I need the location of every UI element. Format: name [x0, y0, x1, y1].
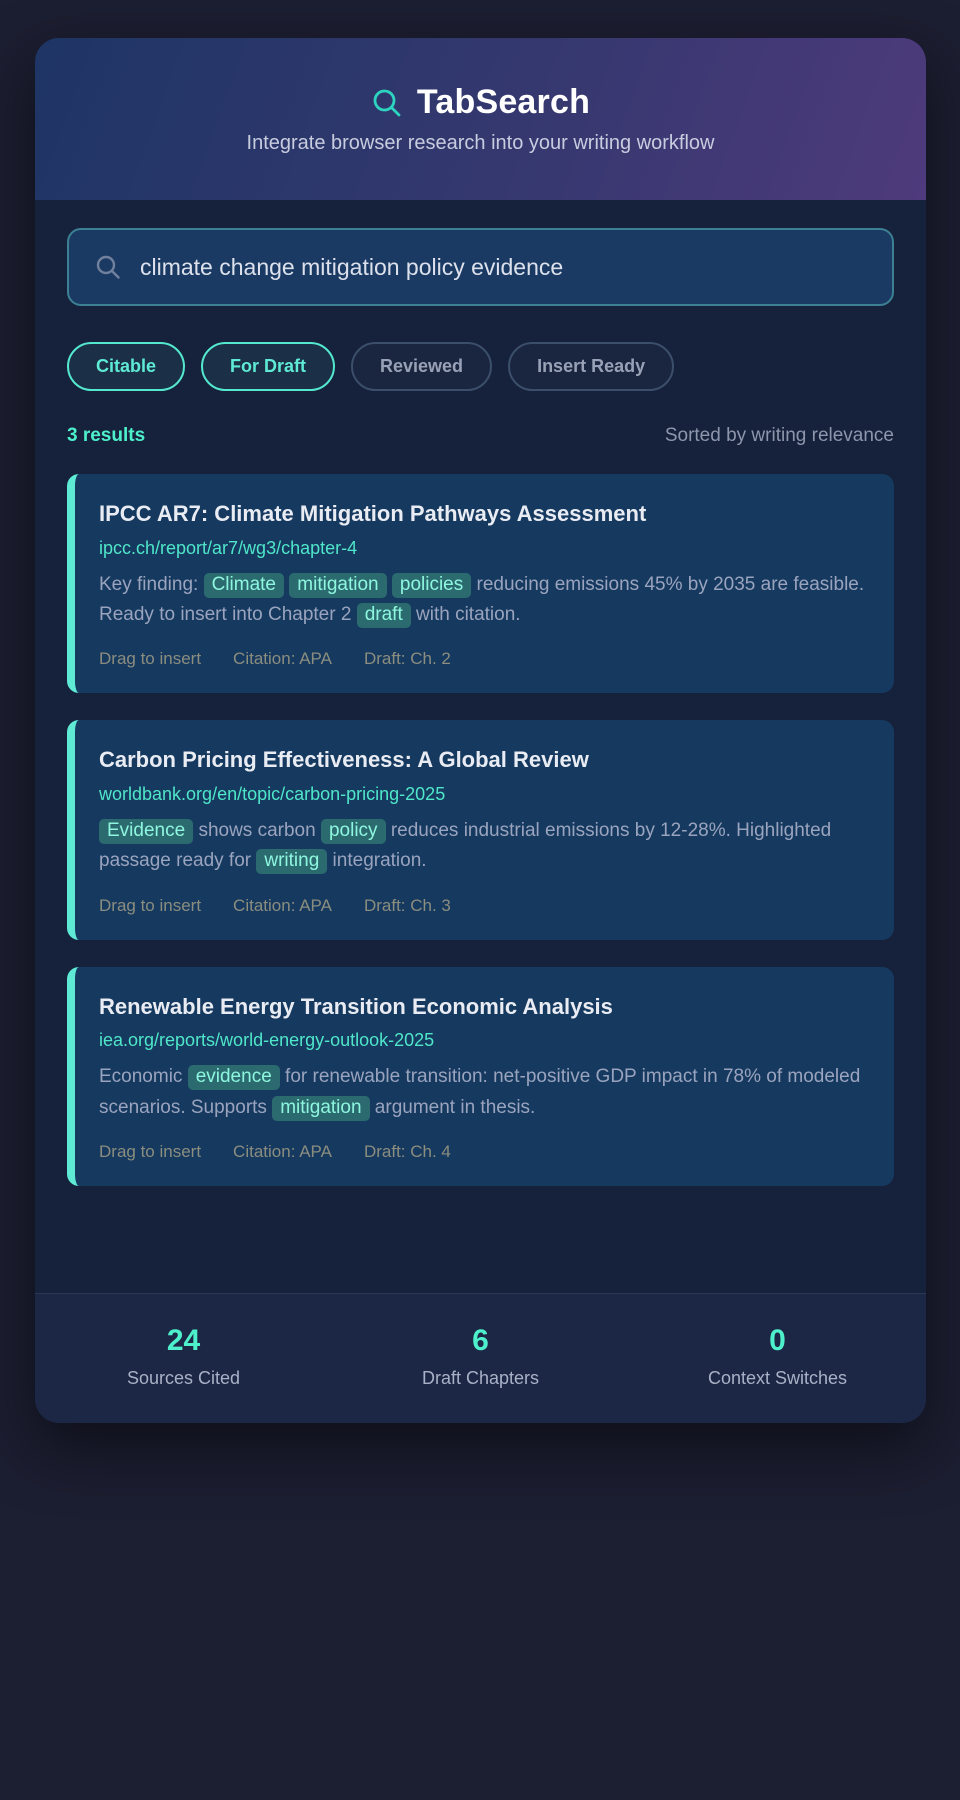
highlight-term: Climate	[204, 573, 284, 598]
tabsearch-panel	[35, 38, 926, 1423]
sort-label: Sorted by writing relevance	[664, 425, 894, 446]
result-meta-item: Citation: APA	[233, 1142, 332, 1162]
stat-label: Context Switches	[707, 1368, 848, 1388]
result-snippet: Key finding: Climate mitigation policies reducing emissions 45% by 2035 are feasible. Ready to insert into Chapter 2 draft with citation.	[99, 570, 866, 631]
app-header	[35, 38, 926, 200]
highlight-term: policy	[321, 819, 386, 844]
search-bar[interactable]	[67, 228, 894, 306]
stat-item	[35, 1324, 332, 1389]
filter-pill-insert-ready[interactable]: Insert Ready	[508, 342, 674, 391]
stat-value: 6	[472, 1324, 489, 1357]
results-list	[67, 474, 894, 1186]
app-title: TabSearch	[416, 83, 591, 121]
stats-footer	[35, 1293, 926, 1423]
results-count: 3 results	[67, 425, 146, 446]
search-icon	[95, 254, 122, 281]
search-icon	[371, 87, 403, 119]
stat-label: Sources Cited	[126, 1368, 241, 1388]
result-meta-item: Drag to insert	[99, 895, 202, 915]
stat-value: 24	[166, 1324, 201, 1357]
result-meta-item: Draft: Ch. 4	[363, 1142, 451, 1162]
filter-pill-for-draft[interactable]: For Draft	[201, 342, 335, 391]
result-url: worldbank.org/en/topic/carbon-pricing-2025	[99, 783, 446, 804]
result-title: IPCC AR7: Climate Mitigation Pathways Assessment	[99, 501, 647, 526]
result-meta	[99, 1142, 866, 1162]
highlight-term: writing	[256, 849, 327, 874]
stat-label: Draft Chapters	[421, 1368, 540, 1388]
result-meta-item: Draft: Ch. 2	[363, 649, 451, 669]
highlight-term: draft	[357, 603, 411, 628]
highlight-term: mitigation	[272, 1096, 369, 1121]
filter-pill-reviewed[interactable]: Reviewed	[351, 342, 492, 391]
main-content	[35, 200, 926, 1293]
result-url: iea.org/reports/world-energy-outlook-2025	[99, 1030, 435, 1051]
filter-pill-citable[interactable]: Citable	[67, 342, 185, 391]
result-card[interactable]	[67, 474, 894, 693]
result-snippet: Evidence shows carbon policy reduces industrial emissions by 12-28%. Highlighted passage ready for writing integration.	[99, 816, 866, 877]
result-title: Renewable Energy Transition Economic Analysis	[99, 993, 613, 1019]
highlight-term: policies	[392, 573, 471, 598]
highlight-term: mitigation	[289, 573, 386, 598]
result-meta-item: Citation: APA	[233, 895, 332, 915]
result-meta	[99, 896, 866, 916]
result-meta-item: Draft: Ch. 3	[363, 895, 451, 915]
stat-item	[629, 1324, 926, 1389]
result-url: ipcc.ch/report/ar7/wg3/chapter-4	[99, 537, 358, 558]
stat-item	[332, 1324, 629, 1389]
result-card[interactable]	[67, 967, 894, 1186]
highlight-term: Evidence	[99, 819, 193, 844]
result-meta	[99, 649, 866, 669]
result-card[interactable]	[67, 720, 894, 939]
result-meta-item: Drag to insert	[99, 1142, 202, 1162]
result-meta-item: Drag to insert	[99, 649, 202, 669]
result-snippet: Economic evidence for renewable transition: net-positive GDP impact in 78% of modeled scenarios. Supports mitigation argument in thesis.	[99, 1062, 866, 1123]
result-meta-item: Citation: APA	[233, 649, 332, 669]
stat-value: 0	[769, 1324, 786, 1357]
result-title: Carbon Pricing Effectiveness: A Global Review	[99, 747, 589, 773]
filter-pills	[67, 342, 894, 391]
search-input[interactable]	[140, 254, 866, 281]
app-subtitle: Integrate browser research into your writing workflow	[246, 132, 715, 154]
highlight-term: evidence	[188, 1065, 280, 1090]
results-bar	[67, 425, 894, 447]
